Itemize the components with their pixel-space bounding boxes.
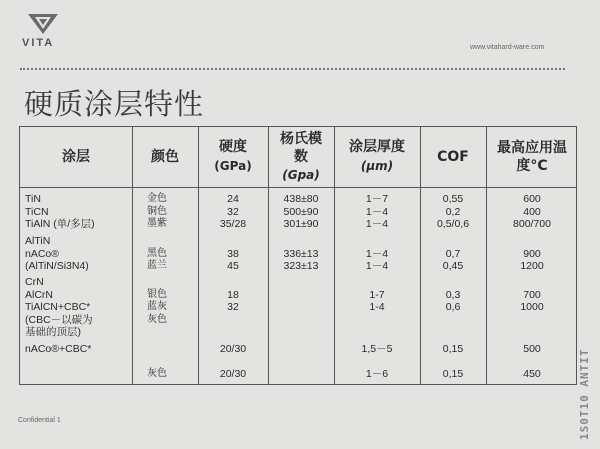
table-cell-coating: TiAlN (单/多层) <box>25 218 95 230</box>
table-cell-color: 蓝兰 <box>147 260 167 271</box>
table-cell-color: 蓝灰 <box>147 301 167 312</box>
table-cell-temp: 900 <box>523 247 541 260</box>
table-cell-color: 灰色 <box>147 368 167 379</box>
table-cell-hardness: 35/28 <box>219 218 247 230</box>
table-cell-color: 银色 <box>147 288 167 300</box>
table-cell-modulus: 336±13 <box>283 247 319 260</box>
table-cell-coating: 基础的顶层) <box>25 326 81 338</box>
table-cell-coating: TiN <box>25 193 41 205</box>
table-cell-color: 黑色 <box>147 247 167 259</box>
header-modulus-unit: (Gpa) <box>282 167 320 182</box>
table-cell-temp: 800/700 <box>513 218 551 230</box>
table-cell-cof: 0,2 <box>445 205 461 218</box>
table-cell-thickness: 1－4 <box>365 247 389 260</box>
table-cell-color: 金色 <box>147 193 167 204</box>
header-modulus-label: 杨氏模数 <box>280 130 322 165</box>
table-cell-color: 墨紫 <box>147 218 167 229</box>
table-cell-modulus: 500±90 <box>283 205 319 218</box>
table-cell-temp: 400 <box>523 205 541 218</box>
header-divider <box>20 68 565 70</box>
header-color-label: 颜色 <box>151 148 179 165</box>
table-cell-cof: 0,7 <box>445 247 461 260</box>
table-cell-cof: 0,5/0,6 <box>436 218 470 230</box>
header-thickness-unit: (μm) <box>360 159 394 173</box>
table-cell-thickness: 1－6 <box>365 368 389 380</box>
table-cell-cof: 0,45 <box>442 260 464 272</box>
header-thickness <box>334 127 420 187</box>
table-cell-thickness: 1－4 <box>365 218 389 230</box>
table-cell-color: 铜色 <box>147 205 167 217</box>
header-cof-label: COF <box>437 148 469 165</box>
side-watermark: 1S0T10 ANTIT <box>578 348 591 440</box>
table-cell-hardness: 38 <box>227 247 239 260</box>
coating-properties-table <box>19 126 577 385</box>
page-title: 硬质涂层特性 <box>24 87 205 121</box>
table-cell-temp: 600 <box>523 193 541 205</box>
vita-logo-icon <box>27 13 59 35</box>
table-cell-coating: nACo® <box>25 247 60 260</box>
table-cell-hardness: 45 <box>227 260 239 272</box>
footer-note: Confidential 1 <box>18 417 61 424</box>
table-cell-cof: 0,3 <box>445 288 461 301</box>
table-cell-hardness: 20/30 <box>219 342 247 355</box>
header-coating-label: 涂层 <box>62 148 90 165</box>
table-cell-thickness: 1-7 <box>369 288 385 301</box>
table-cell-cof: 0,15 <box>442 368 464 380</box>
table-cell-cof: 0,55 <box>442 193 464 205</box>
table-cell-temp: 1200 <box>520 260 544 272</box>
header-hardness-label: 硬度 <box>219 139 247 155</box>
header-cof <box>420 127 486 187</box>
table-cell-modulus: 438±80 <box>283 193 319 205</box>
table-cell-coating: TiAlCN+CBC* <box>25 301 91 313</box>
table-cell-temp: 1000 <box>520 301 544 313</box>
table-cell-coating: AlTiN <box>25 235 51 247</box>
brand-name: VITA <box>22 37 55 49</box>
table-cell-modulus: 323±13 <box>283 260 319 272</box>
table-cell-temp: 450 <box>523 368 541 380</box>
header-divider-line <box>20 187 576 188</box>
table-cell-thickness: 1－7 <box>365 193 389 205</box>
table-cell-hardness: 24 <box>227 193 239 205</box>
table-cell-hardness: 32 <box>227 301 239 313</box>
header-thickness-label: 涂层厚度 <box>349 139 405 155</box>
table-cell-color: 灰色 <box>147 313 167 325</box>
table-cell-cof: 0,15 <box>442 342 464 355</box>
table-cell-temp: 700 <box>523 288 541 301</box>
header-hardness <box>198 127 268 187</box>
table-cell-thickness: 1-4 <box>369 301 385 313</box>
table-cell-temp: 500 <box>523 342 541 355</box>
table-cell-coating: TiCN <box>25 205 49 218</box>
table-cell-coating: (CBC－以碳为 <box>25 313 93 326</box>
table-cell-coating: CrN <box>25 276 44 288</box>
table-cell-hardness: 20/30 <box>219 368 247 380</box>
header-max-temp-label: 最高应用温度°C <box>497 140 567 174</box>
header-color <box>132 127 198 187</box>
table-cell-modulus: 301±90 <box>283 218 319 230</box>
table-cell-hardness: 18 <box>227 288 239 301</box>
table-cell-coating: nACo®+CBC* <box>25 342 92 355</box>
table-cell-coating: AlCrN <box>25 288 53 301</box>
table-cell-coating: (AlTiN/Si3N4) <box>25 260 89 272</box>
table-cell-cof: 0,6 <box>445 301 461 313</box>
table-cell-thickness: 1－4 <box>365 205 389 218</box>
header-modulus <box>268 127 334 187</box>
site-url: www.vitahard-ware.com <box>470 44 545 51</box>
table-cell-thickness: 1－4 <box>365 260 389 272</box>
table-cell-thickness: 1,5－5 <box>361 342 393 355</box>
table-cell-hardness: 32 <box>227 205 239 218</box>
header-max-temp <box>486 127 578 187</box>
header-hardness-unit: (GPa) <box>214 159 252 173</box>
header-coating <box>20 127 132 187</box>
